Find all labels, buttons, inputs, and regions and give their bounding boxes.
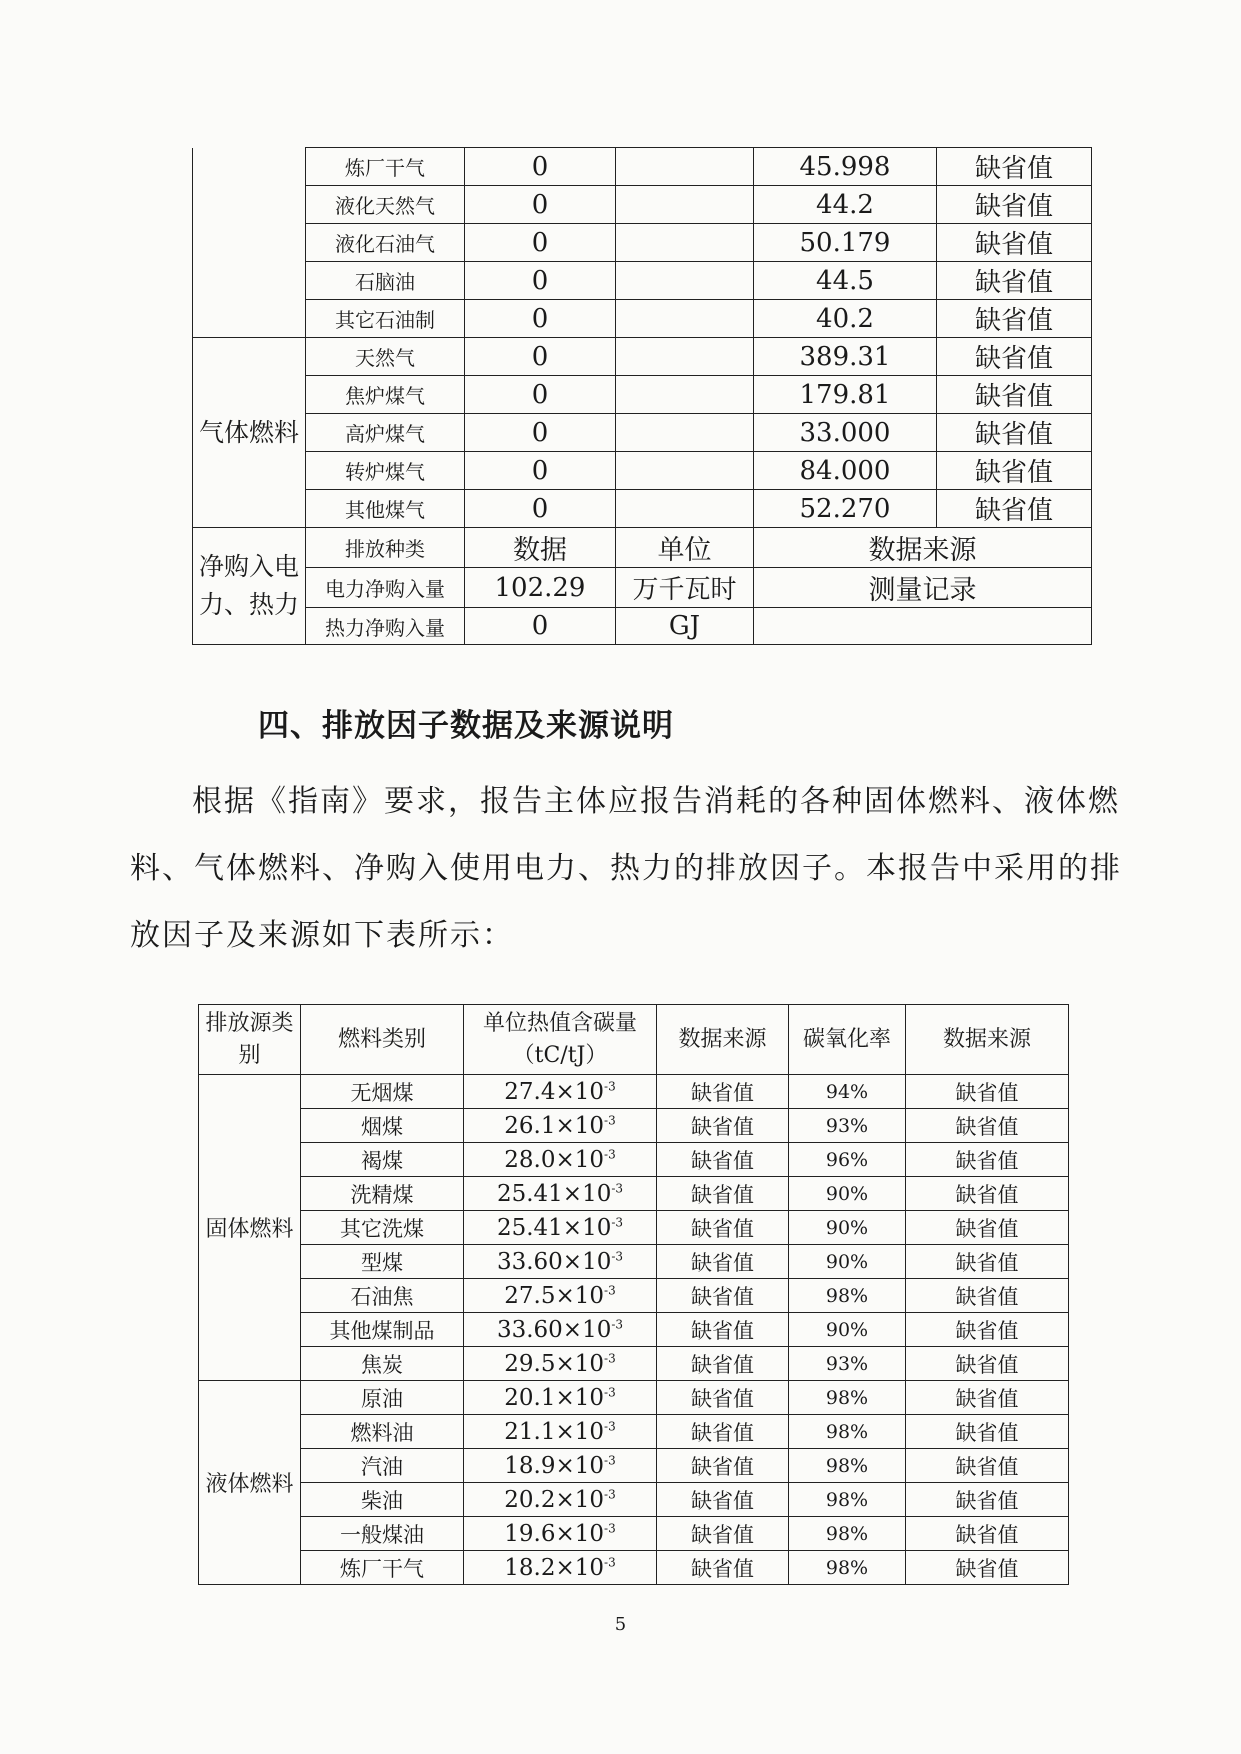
data-source: 缺省值	[657, 1245, 789, 1279]
data-source: 缺省值	[657, 1347, 789, 1381]
table-row	[199, 1415, 1069, 1449]
fuel-name: 柴油	[301, 1483, 464, 1517]
table-row	[199, 1483, 1069, 1517]
table-row	[193, 186, 1092, 224]
unit-cell	[616, 300, 754, 338]
carbon-exponent: -3	[604, 1554, 616, 1569]
carbon-exponent: -3	[604, 1486, 616, 1501]
carbon-mantissa: 25.41×10	[496, 1214, 612, 1241]
data-source: 缺省值	[906, 1143, 1069, 1177]
consumption-value: 0	[465, 490, 616, 528]
table-row	[193, 148, 1092, 186]
consumption-value: 0	[465, 224, 616, 262]
table-row	[193, 262, 1092, 300]
fuel-name: 其它洗煤	[301, 1211, 464, 1245]
table-row	[193, 414, 1092, 452]
carbon-mantissa: 20.1×10	[504, 1384, 605, 1411]
fuel-name: 高炉煤气	[306, 414, 465, 452]
oxidation-rate-value: 90%	[789, 1313, 906, 1347]
fuel-name: 其他煤制品	[301, 1313, 464, 1347]
table-row	[193, 452, 1092, 490]
table-row	[199, 1211, 1069, 1245]
oxidation-rate-value: 90%	[789, 1245, 906, 1279]
fuel-name: 转炉煤气	[306, 452, 465, 490]
consumption-value: 0	[465, 376, 616, 414]
table-row	[193, 224, 1092, 262]
data-source: 缺省值	[906, 1245, 1069, 1279]
unit-cell	[616, 338, 754, 376]
carbon-exponent: -3	[604, 1418, 616, 1433]
page-number: 5	[614, 1614, 627, 1635]
data-source: 缺省值	[906, 1211, 1069, 1245]
carbon-content-value	[464, 1415, 657, 1449]
table-row	[193, 300, 1092, 338]
table-row	[193, 568, 1092, 608]
purchase-value: 0	[465, 608, 616, 645]
carbon-content-value	[464, 1143, 657, 1177]
data-source: 缺省值	[937, 490, 1092, 528]
data-source: 缺省值	[906, 1483, 1069, 1517]
unit-cell	[616, 452, 754, 490]
data-source: 缺省值	[937, 186, 1092, 224]
carbon-content-value	[464, 1347, 657, 1381]
carbon-mantissa: 19.6×10	[504, 1520, 605, 1547]
fuel-name: 石脑油	[306, 262, 465, 300]
carbon-content-value	[464, 1449, 657, 1483]
table-row	[199, 1177, 1069, 1211]
carbon-exponent: -3	[604, 1282, 616, 1297]
oxidation-rate-value: 93%	[789, 1347, 906, 1381]
data-source: 缺省值	[657, 1551, 789, 1585]
data-source: 测量记录	[754, 568, 1092, 608]
table-row	[199, 1245, 1069, 1279]
fuel-name: 褐煤	[301, 1143, 464, 1177]
oxidation-rate-value: 93%	[789, 1109, 906, 1143]
carbon-exponent: -3	[604, 1112, 616, 1127]
data-source	[754, 608, 1092, 645]
category-cell-continued	[193, 148, 306, 338]
carbon-mantissa: 29.5×10	[504, 1350, 605, 1377]
table-row	[199, 1551, 1069, 1585]
emission-factor-table	[198, 1004, 1069, 1585]
data-source: 缺省值	[937, 338, 1092, 376]
oxidation-rate-value: 98%	[789, 1381, 906, 1415]
data-source: 缺省值	[906, 1177, 1069, 1211]
header-oxidation-rate: 碳氧化率	[789, 1005, 906, 1075]
data-source: 缺省值	[906, 1381, 1069, 1415]
unit-cell	[616, 148, 754, 186]
fuel-name: 型煤	[301, 1245, 464, 1279]
header-data-source: 数据来源	[906, 1005, 1069, 1075]
data-source: 缺省值	[906, 1313, 1069, 1347]
header-unit: 单位	[616, 528, 754, 568]
unit-cell	[616, 490, 754, 528]
data-source: 缺省值	[937, 414, 1092, 452]
fuel-name: 炼厂干气	[306, 148, 465, 186]
table-row	[193, 608, 1092, 645]
table-row	[199, 1109, 1069, 1143]
oxidation-rate-value: 98%	[789, 1449, 906, 1483]
carbon-exponent: -3	[604, 1452, 616, 1467]
calorific-value: 44.5	[754, 262, 937, 300]
carbon-mantissa: 18.9×10	[504, 1452, 605, 1479]
unit-cell	[616, 186, 754, 224]
emission-type: 电力净购入量	[306, 568, 465, 608]
data-source: 缺省值	[657, 1075, 789, 1109]
data-source: 缺省值	[657, 1517, 789, 1551]
calorific-value: 33.000	[754, 414, 937, 452]
carbon-content-value	[464, 1551, 657, 1585]
fuel-name: 原油	[301, 1381, 464, 1415]
carbon-exponent: -3	[604, 1350, 616, 1365]
data-source: 缺省值	[906, 1109, 1069, 1143]
carbon-mantissa: 25.41×10	[496, 1180, 612, 1207]
data-source: 缺省值	[906, 1551, 1069, 1585]
oxidation-rate-value: 98%	[789, 1483, 906, 1517]
carbon-exponent: -3	[611, 1180, 624, 1195]
consumption-value: 0	[465, 186, 616, 224]
carbon-content-value	[464, 1075, 657, 1109]
data-source: 缺省值	[657, 1381, 789, 1415]
table-header-row	[199, 1005, 1069, 1075]
header-data: 数据	[465, 528, 616, 568]
intro-paragraph: 根据《指南》要求，报告主体应报告消耗的各种固体燃料、液体燃料、气体燃料、净购入使用电力、热力的排放因子。本报告中采用的排放因子及来源如下表所示：	[130, 784, 1122, 953]
calorific-value: 40.2	[754, 300, 937, 338]
data-source: 缺省值	[657, 1313, 789, 1347]
data-source: 缺省值	[657, 1279, 789, 1313]
fuel-name: 烟煤	[301, 1109, 464, 1143]
category-liquid-fuel: 液体燃料	[199, 1381, 301, 1585]
unit-cell	[616, 262, 754, 300]
carbon-exponent: -3	[611, 1214, 624, 1229]
data-source: 缺省值	[906, 1075, 1069, 1109]
data-source: 缺省值	[657, 1415, 789, 1449]
category-gas-fuel: 气体燃料	[193, 338, 306, 528]
header-carbon-content: 单位热值含碳量（tC/tJ）	[464, 1005, 657, 1075]
table-row	[199, 1075, 1069, 1109]
data-source: 缺省值	[906, 1347, 1069, 1381]
data-source: 缺省值	[657, 1449, 789, 1483]
fuel-name: 其它石油制	[306, 300, 465, 338]
carbon-exponent: -3	[604, 1078, 616, 1093]
fuel-name: 燃料油	[301, 1415, 464, 1449]
data-source: 缺省值	[906, 1279, 1069, 1313]
table-row	[199, 1517, 1069, 1551]
fuel-name: 液化天然气	[306, 186, 465, 224]
unit-cell	[616, 376, 754, 414]
carbon-mantissa: 20.2×10	[504, 1486, 605, 1513]
purchase-value: 102.29	[465, 568, 616, 608]
header-data-source: 数据来源	[754, 528, 1092, 568]
fuel-name: 洗精煤	[301, 1177, 464, 1211]
fuel-name: 焦炉煤气	[306, 376, 465, 414]
unit-cell	[616, 414, 754, 452]
data-source: 缺省值	[657, 1211, 789, 1245]
fuel-name: 液化石油气	[306, 224, 465, 262]
header-emission-type: 排放种类	[306, 528, 465, 568]
data-source: 缺省值	[906, 1415, 1069, 1449]
carbon-mantissa: 27.5×10	[504, 1282, 605, 1309]
carbon-content-value	[464, 1517, 657, 1551]
oxidation-rate-value: 96%	[789, 1143, 906, 1177]
consumption-value: 0	[465, 452, 616, 490]
data-source: 缺省值	[906, 1517, 1069, 1551]
consumption-value: 0	[465, 338, 616, 376]
consumption-value: 0	[465, 300, 616, 338]
unit-cell	[616, 224, 754, 262]
table-row	[199, 1381, 1069, 1415]
data-source: 缺省值	[657, 1109, 789, 1143]
carbon-mantissa: 27.4×10	[504, 1078, 605, 1105]
fuel-name: 焦炭	[301, 1347, 464, 1381]
oxidation-rate-value: 94%	[789, 1075, 906, 1109]
carbon-mantissa: 18.2×10	[504, 1554, 605, 1581]
fuel-name: 炼厂干气	[301, 1551, 464, 1585]
carbon-content-value	[464, 1483, 657, 1517]
oxidation-rate-value: 98%	[789, 1415, 906, 1449]
carbon-content-value	[464, 1109, 657, 1143]
data-source: 缺省值	[657, 1177, 789, 1211]
carbon-content-value	[464, 1313, 657, 1347]
data-source: 缺省值	[937, 262, 1092, 300]
data-source: 缺省值	[937, 148, 1092, 186]
table-row	[193, 338, 1092, 376]
oxidation-rate-value: 90%	[789, 1177, 906, 1211]
fuel-name: 石油焦	[301, 1279, 464, 1313]
data-source: 缺省值	[937, 300, 1092, 338]
carbon-exponent: -3	[604, 1384, 616, 1399]
oxidation-rate-value: 98%	[789, 1551, 906, 1585]
calorific-value: 45.998	[754, 148, 937, 186]
carbon-exponent: -3	[604, 1520, 616, 1535]
calorific-value: 179.81	[754, 376, 937, 414]
carbon-mantissa: 26.1×10	[504, 1112, 605, 1139]
carbon-content-value	[464, 1211, 657, 1245]
fuel-name: 无烟煤	[301, 1075, 464, 1109]
fuel-name: 汽油	[301, 1449, 464, 1483]
table-row	[199, 1313, 1069, 1347]
carbon-mantissa: 21.1×10	[504, 1418, 605, 1445]
calorific-value: 389.31	[754, 338, 937, 376]
table-row	[193, 376, 1092, 414]
carbon-content-value	[464, 1245, 657, 1279]
table-row	[193, 490, 1092, 528]
carbon-exponent: -3	[604, 1146, 616, 1161]
emission-type: 热力净购入量	[306, 608, 465, 645]
data-source: 缺省值	[906, 1449, 1069, 1483]
category-solid-fuel: 固体燃料	[199, 1075, 301, 1381]
consumption-value: 0	[465, 414, 616, 452]
header-fuel-type: 燃料类别	[301, 1005, 464, 1075]
carbon-content-value	[464, 1381, 657, 1415]
data-source: 缺省值	[657, 1483, 789, 1517]
unit-cell: GJ	[616, 608, 754, 645]
oxidation-rate-value: 98%	[789, 1517, 906, 1551]
consumption-value: 0	[465, 148, 616, 186]
fuel-name: 其他煤气	[306, 490, 465, 528]
carbon-exponent: -3	[611, 1316, 624, 1331]
section-heading: 四、排放因子数据及来源说明	[258, 708, 674, 744]
header-data-source: 数据来源	[657, 1005, 789, 1075]
fuel-name: 天然气	[306, 338, 465, 376]
calorific-value: 44.2	[754, 186, 937, 224]
table-row	[199, 1279, 1069, 1313]
carbon-content-value	[464, 1279, 657, 1313]
fuel-consumption-table	[192, 147, 1092, 645]
oxidation-rate-value: 90%	[789, 1211, 906, 1245]
consumption-value: 0	[465, 262, 616, 300]
calorific-value: 52.270	[754, 490, 937, 528]
table-row	[199, 1143, 1069, 1177]
category-electricity-heat: 净购入电力、热力	[193, 528, 306, 645]
calorific-value: 50.179	[754, 224, 937, 262]
data-source: 缺省值	[657, 1143, 789, 1177]
fuel-name: 一般煤油	[301, 1517, 464, 1551]
calorific-value: 84.000	[754, 452, 937, 490]
carbon-content-value	[464, 1177, 657, 1211]
data-source: 缺省值	[937, 452, 1092, 490]
table-row	[199, 1449, 1069, 1483]
carbon-mantissa: 28.0×10	[504, 1146, 605, 1173]
carbon-exponent: -3	[611, 1248, 624, 1263]
header-source-category: 排放源类别	[199, 1005, 301, 1075]
data-source: 缺省值	[937, 224, 1092, 262]
table-row	[199, 1347, 1069, 1381]
carbon-mantissa: 33.60×10	[496, 1248, 612, 1275]
electricity-header-row	[193, 528, 1092, 568]
unit-cell: 万千瓦时	[616, 568, 754, 608]
data-source: 缺省值	[937, 376, 1092, 414]
oxidation-rate-value: 98%	[789, 1279, 906, 1313]
carbon-mantissa: 33.60×10	[496, 1316, 612, 1343]
